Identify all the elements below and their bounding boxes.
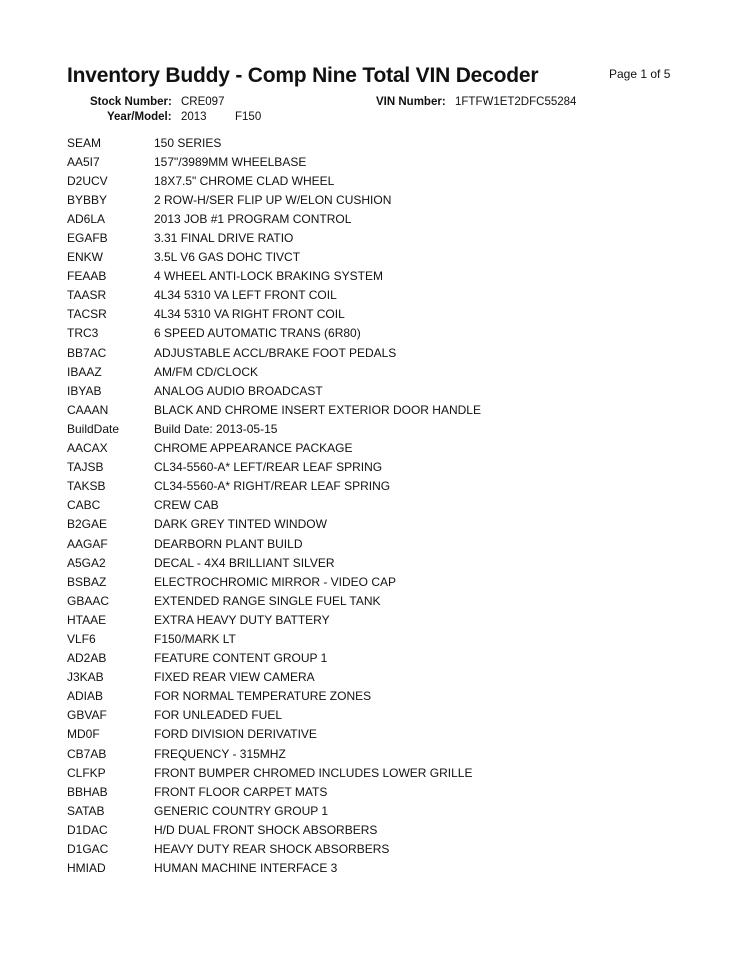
option-row xyxy=(67,248,707,267)
stock-number-label: Stock Number: xyxy=(90,96,172,108)
option-description: 4L34 5310 VA RIGHT FRONT COIL xyxy=(154,307,345,322)
option-row xyxy=(67,610,707,629)
option-description: H/D DUAL FRONT SHOCK ABSORBERS xyxy=(154,822,378,837)
option-description: ANALOG AUDIO BROADCAST xyxy=(154,383,323,398)
option-code: D1GAC xyxy=(67,842,109,857)
option-description: 4L34 5310 VA LEFT FRONT COIL xyxy=(154,288,337,303)
option-code: B2GAE xyxy=(67,517,108,532)
option-code: J3KAB xyxy=(67,670,104,685)
option-row xyxy=(67,400,707,419)
option-description: DARK GREY TINTED WINDOW xyxy=(154,517,327,532)
option-description: FRONT FLOOR CARPET MATS xyxy=(154,784,328,799)
option-description: DECAL - 4X4 BRILLIANT SILVER xyxy=(154,555,335,570)
option-description: FOR UNLEADED FUEL xyxy=(154,708,283,723)
option-description: BLACK AND CHROME INSERT EXTERIOR DOOR HANDLE xyxy=(154,402,481,417)
option-code: HMIAD xyxy=(67,861,106,876)
option-row xyxy=(67,668,707,687)
option-row xyxy=(67,706,707,725)
option-row xyxy=(67,477,707,496)
option-code: SATAB xyxy=(67,803,105,818)
option-row xyxy=(67,629,707,648)
option-row xyxy=(67,687,707,706)
option-description: FOR NORMAL TEMPERATURE ZONES xyxy=(154,689,372,704)
option-description: EXTENDED RANGE SINGLE FUEL TANK xyxy=(154,593,381,608)
option-row xyxy=(67,859,707,878)
option-row xyxy=(67,458,707,477)
option-code: CAAAN xyxy=(67,402,109,417)
option-code: AD6LA xyxy=(67,211,106,226)
option-code: TAASR xyxy=(67,288,107,303)
option-description: FORD DIVISION DERIVATIVE xyxy=(154,727,317,742)
option-row xyxy=(67,725,707,744)
option-description: ADJUSTABLE ACCL/BRAKE FOOT PEDALS xyxy=(154,345,397,360)
option-description: 150 SERIES xyxy=(154,135,222,150)
option-code: CLFKP xyxy=(67,765,106,780)
option-row xyxy=(67,343,707,362)
option-description: CL34-5560-A* RIGHT/REAR LEAF SPRING xyxy=(154,479,391,494)
option-description: AM/FM CD/CLOCK xyxy=(154,364,259,379)
option-row xyxy=(67,324,707,343)
option-description: GENERIC COUNTRY GROUP 1 xyxy=(154,803,329,818)
option-row xyxy=(67,419,707,438)
option-row xyxy=(67,171,707,190)
option-row xyxy=(67,496,707,515)
option-description: 157"/3989MM WHEELBASE xyxy=(154,154,307,169)
option-description: 18X7.5" CHROME CLAD WHEEL xyxy=(154,173,335,188)
option-description: Build Date: 2013-05-15 xyxy=(154,421,278,436)
option-code: AA5I7 xyxy=(67,154,100,169)
option-row xyxy=(67,439,707,458)
option-description: FRONT BUMPER CHROMED INCLUDES LOWER GRILLE xyxy=(154,765,473,780)
option-description: ELECTROCHROMIC MIRROR - VIDEO CAP xyxy=(154,574,397,589)
option-description: 3.5L V6 GAS DOHC TIVCT xyxy=(154,250,301,265)
option-code: AAGAF xyxy=(67,536,108,551)
option-code: TAKSB xyxy=(67,479,106,494)
option-description: 3.31 FINAL DRIVE RATIO xyxy=(154,231,294,246)
option-code: FEAAB xyxy=(67,269,107,284)
option-description: EXTRA HEAVY DUTY BATTERY xyxy=(154,612,330,627)
option-row xyxy=(67,190,707,209)
option-code: D1DAC xyxy=(67,822,108,837)
option-code: BB7AC xyxy=(67,345,107,360)
option-row xyxy=(67,515,707,534)
option-code: BYBBY xyxy=(67,192,108,207)
option-code: BSBAZ xyxy=(67,574,107,589)
option-row xyxy=(67,362,707,381)
option-code: BuildDate xyxy=(67,421,120,436)
option-code: VLF6 xyxy=(67,631,96,646)
option-description: CL34-5560-A* LEFT/REAR LEAF SPRING xyxy=(154,460,383,475)
option-row xyxy=(67,267,707,286)
option-row xyxy=(67,209,707,228)
option-description: 6 SPEED AUTOMATIC TRANS (6R80) xyxy=(154,326,361,341)
option-code: IBAAZ xyxy=(67,364,102,379)
option-code: D2UCV xyxy=(67,173,108,188)
option-code: TAJSB xyxy=(67,460,104,475)
option-code: EGAFB xyxy=(67,231,108,246)
option-code: ADIAB xyxy=(67,689,104,704)
vin-number-label: VIN Number: xyxy=(376,96,446,108)
option-description: CHROME APPEARANCE PACKAGE xyxy=(154,441,353,456)
option-row xyxy=(67,763,707,782)
year-value: 2013 xyxy=(181,111,207,123)
option-row xyxy=(67,152,707,171)
option-description: FEATURE CONTENT GROUP 1 xyxy=(154,651,328,666)
option-code: HTAAE xyxy=(67,612,107,627)
option-code: ENKW xyxy=(67,250,103,265)
option-row xyxy=(67,820,707,839)
option-code: MD0F xyxy=(67,727,100,742)
option-row xyxy=(67,381,707,400)
option-code: A5GA2 xyxy=(67,555,106,570)
option-code: AACAX xyxy=(67,441,108,456)
option-code: CABC xyxy=(67,498,101,513)
option-code: IBYAB xyxy=(67,383,102,398)
option-row xyxy=(67,591,707,610)
vin-number-value: 1FTFW1ET2DFC55284 xyxy=(455,96,577,108)
option-code: GBVAF xyxy=(67,708,107,723)
option-description: FREQUENCY - 315MHZ xyxy=(154,746,286,761)
option-row xyxy=(67,305,707,324)
option-row xyxy=(67,782,707,801)
option-description: FIXED REAR VIEW CAMERA xyxy=(154,670,315,685)
option-row xyxy=(67,744,707,763)
option-row xyxy=(67,839,707,858)
option-row xyxy=(67,534,707,553)
option-code-list xyxy=(67,133,707,878)
option-description: HUMAN MACHINE INTERFACE 3 xyxy=(154,861,338,876)
document-title: Inventory Buddy - Comp Nine Total VIN Decoder xyxy=(67,64,539,87)
option-row xyxy=(67,649,707,668)
option-code: TACSR xyxy=(67,307,107,322)
option-description: F150/MARK LT xyxy=(154,631,236,646)
stock-number-value: CRE097 xyxy=(181,96,225,108)
option-row xyxy=(67,553,707,572)
option-code: GBAAC xyxy=(67,593,110,608)
option-row xyxy=(67,572,707,591)
option-description: 2 ROW-H/SER FLIP UP W/ELON CUSHION xyxy=(154,192,392,207)
option-description: HEAVY DUTY REAR SHOCK ABSORBERS xyxy=(154,842,390,857)
option-description: DEARBORN PLANT BUILD xyxy=(154,536,303,551)
option-row xyxy=(67,133,707,152)
option-code: SEAM xyxy=(67,135,102,150)
option-code: AD2AB xyxy=(67,651,107,666)
option-description: 4 WHEEL ANTI-LOCK BRAKING SYSTEM xyxy=(154,269,383,284)
model-value: F150 xyxy=(235,111,262,123)
option-description: 2013 JOB #1 PROGRAM CONTROL xyxy=(154,211,352,226)
option-description: CREW CAB xyxy=(154,498,219,513)
option-code: CB7AB xyxy=(67,746,107,761)
option-row xyxy=(67,801,707,820)
option-row xyxy=(67,286,707,305)
option-code: BBHAB xyxy=(67,784,108,799)
page-number: Page 1 of 5 xyxy=(609,67,671,81)
year-model-label: Year/Model: xyxy=(107,111,172,123)
option-row xyxy=(67,228,707,247)
option-code: TRC3 xyxy=(67,326,99,341)
